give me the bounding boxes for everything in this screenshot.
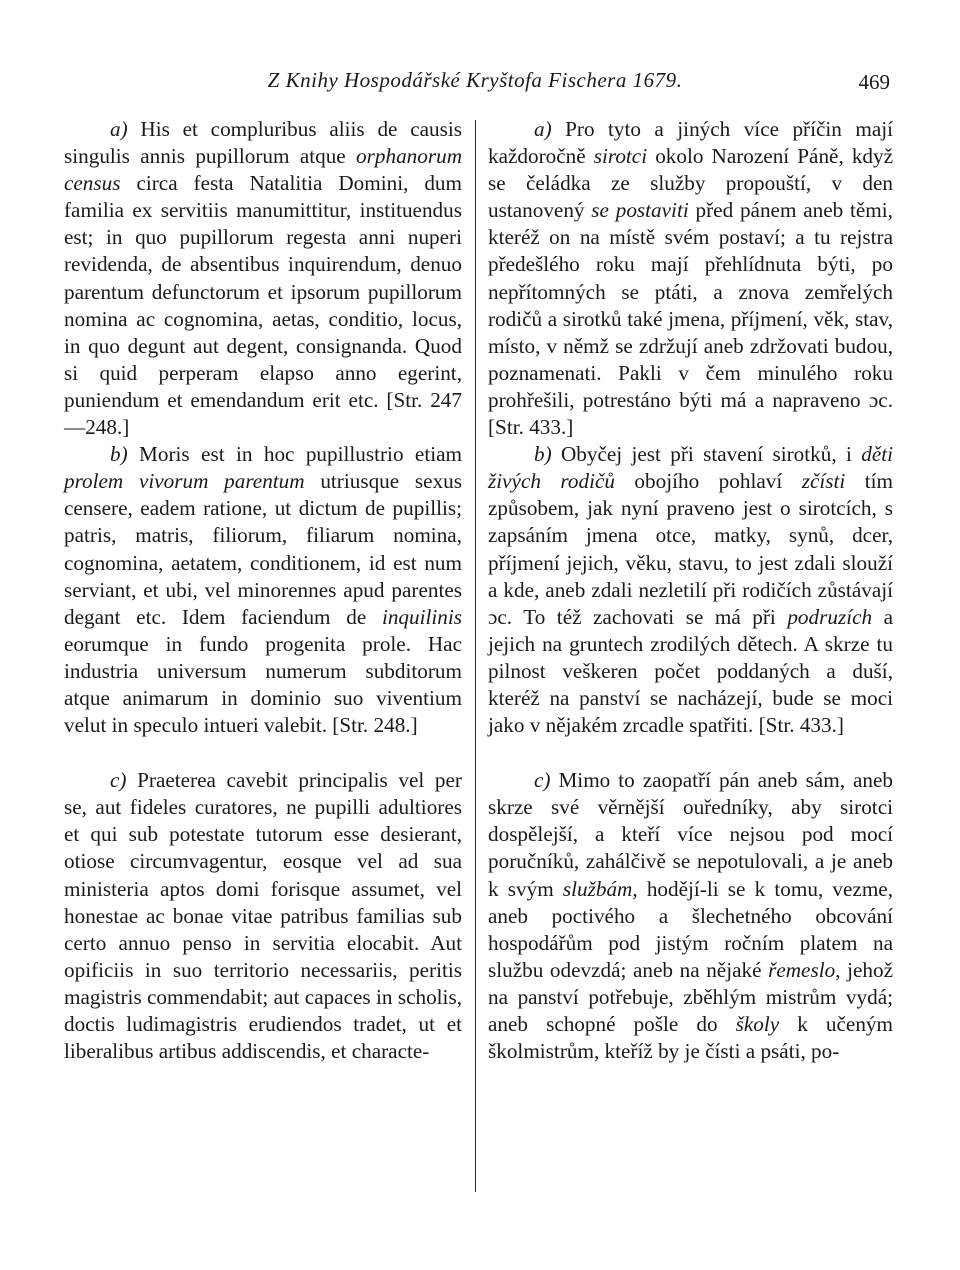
czech-paragraph-a xyxy=(488,116,893,441)
paragraph-label: b) xyxy=(534,442,552,467)
text-run: His et compluribus aliis de causis singulis annis pupillorum atque xyxy=(64,117,462,169)
paragraph-label: a) xyxy=(534,117,552,141)
czech-column xyxy=(488,116,893,1200)
italic-run: inquilinis xyxy=(381,604,462,629)
text-run: eorumque in fundo progenita prole. Hac industria universum numerum subditorum atque animarum in dominio suo viventium velut in speculo intueri valebit. [Str. 248.] xyxy=(64,631,462,738)
czech-paragraph-b xyxy=(488,441,893,739)
italic-run: zčísti xyxy=(801,469,846,494)
text-run: obojího pohlaví xyxy=(614,469,802,494)
text-run: Moris est in hoc pupillustrio etiam xyxy=(127,442,462,467)
italic-run: prolem vivorum parentum xyxy=(64,469,305,494)
text-run: před pánem aneb těmi, kteréž on na místě svém postaví; a tu rejstra předešlého roku mají přehlídnuta býti, po nepřítomných se ptáti, a znova zemřelých rodičů a sirotků také jmena, příjmení, věk, stav, místo, v němž se zdržují aneb zdržovati budou, poznamenati. Pakli v čem minulého roku prohřešili, potrestáno býti má a napraveno ɔc. [Str. 433.] xyxy=(488,198,893,440)
page-number: 469 xyxy=(858,70,890,94)
italic-run: službám xyxy=(562,876,633,901)
latin-column xyxy=(64,116,462,1200)
text-run: Mimo to zaopatří pán aneb sám, aneb skrze své věrnější ouředníky, aby sirotci dospělejší, a kteří více nejsou pod mocí poručníků, zahálčivě se nepotulovali, a je aneb k svým xyxy=(488,768,893,901)
page-header xyxy=(60,66,890,100)
latin-paragraph-a xyxy=(64,116,462,441)
text-run: Praeterea cavebit principalis vel per se, aut fideles curatores, ne pupilli adultiores et qui sub potestate tutorum esse desierant, otiose circumvagentur, eosque vel ad sua ministeria aptos domi forisque assumet, vel honestae ac bonae vitae patribus familias sub certo annuo penso in servitia elocabit. Aut opificiis in suo territorio necessariis, peritis magistris commendabit; aut capaces in scholis, doctis ludimagistris erudiendos tradet, ut et liberalibus artibus addiscendis, et characte- xyxy=(64,768,462,1064)
italic-run: podruzích xyxy=(787,604,873,629)
text-run: okolo Narození Páně, když se čeládka ze služby propouští, v den ustanovený xyxy=(488,144,894,223)
italic-run: školy xyxy=(735,1012,780,1036)
text-run: Obyčej jest při stavení sirotků, i xyxy=(551,442,862,467)
italic-run: se postaviti xyxy=(591,198,689,223)
text-run: Pro tyto a jiných více příčin mají každoročně xyxy=(488,117,893,169)
italic-run: sirotci xyxy=(593,144,648,169)
paragraph-label: b) xyxy=(110,442,128,467)
text-run: , jehož na panství potřebuje, zběhlým mistrům vydá; aneb schopné pošle do xyxy=(488,957,893,1036)
italic-run: děti živých rodičů xyxy=(488,442,893,494)
text-run: , hodějí-li se k tomu, vezme, aneb poctivého a šlechetného obcování hospodářům pod jistým ročním platem na službu odevzdá; aneb na nějaké xyxy=(488,876,893,982)
text-run: circa festa Natalitia Domini, dum familia ex servitiis manumittitur, instituendus est; in quo pupillorum regesta anni nuperi revidenda, de absentibus inquirendum, denuo parentum defunctorum et ipsorum pupillorum nomina ac cognomina, aetas, conditio, locus, in quo degunt aut degent, consignanda. Quod si quid perperam elapso anno egerint, puniendum et emendandum erit etc. [Str. 247—248.] xyxy=(64,171,462,440)
latin-paragraph-c xyxy=(64,767,462,1065)
text-run: a jejich na gruntech zrodilých dětech. A skrze tu pilnost veškeren počet poddaných a duší, kteréž na panství se nacházejí, bude se moci jako v nějakém zrcadle spatřiti. [Str. 433.] xyxy=(488,604,893,738)
paragraph-label: c) xyxy=(110,768,127,793)
italic-run: řemeslo xyxy=(768,957,836,982)
text-run: utriusque sexus censere, eadem ratione, ut dictum de pupillis; patris, matris, filiorum, filiarum nomina, cognomina, aetatem, conditionem, id est num serviant, et ubi, vel minorennes apud parentes degant etc. Idem faciendum de xyxy=(64,469,462,629)
italic-run: orphanorum census xyxy=(64,144,462,196)
paragraph-label: c) xyxy=(534,768,551,793)
paragraph-label: a) xyxy=(110,117,128,141)
column-divider xyxy=(475,120,476,1192)
czech-paragraph-c xyxy=(488,767,893,1065)
latin-paragraph-b xyxy=(64,441,462,739)
running-title: Z Knihy Hospodářské Kryštofa Fischera 1679. xyxy=(267,68,683,92)
text-run: tím způsobem, jak nyní praveno jest o sirotcích, s zapsáním jmena otce, matky, synů, dcer, příjmení jejich, věku, stavu, to jest zdali slouží a kde, aneb zdali nezletilí při rodičích zůstávají ɔc. To též zachovati se má při xyxy=(488,469,894,629)
text-run: k učeným školmistrům, kteříž by je čísti a psáti, po- xyxy=(488,1012,893,1064)
